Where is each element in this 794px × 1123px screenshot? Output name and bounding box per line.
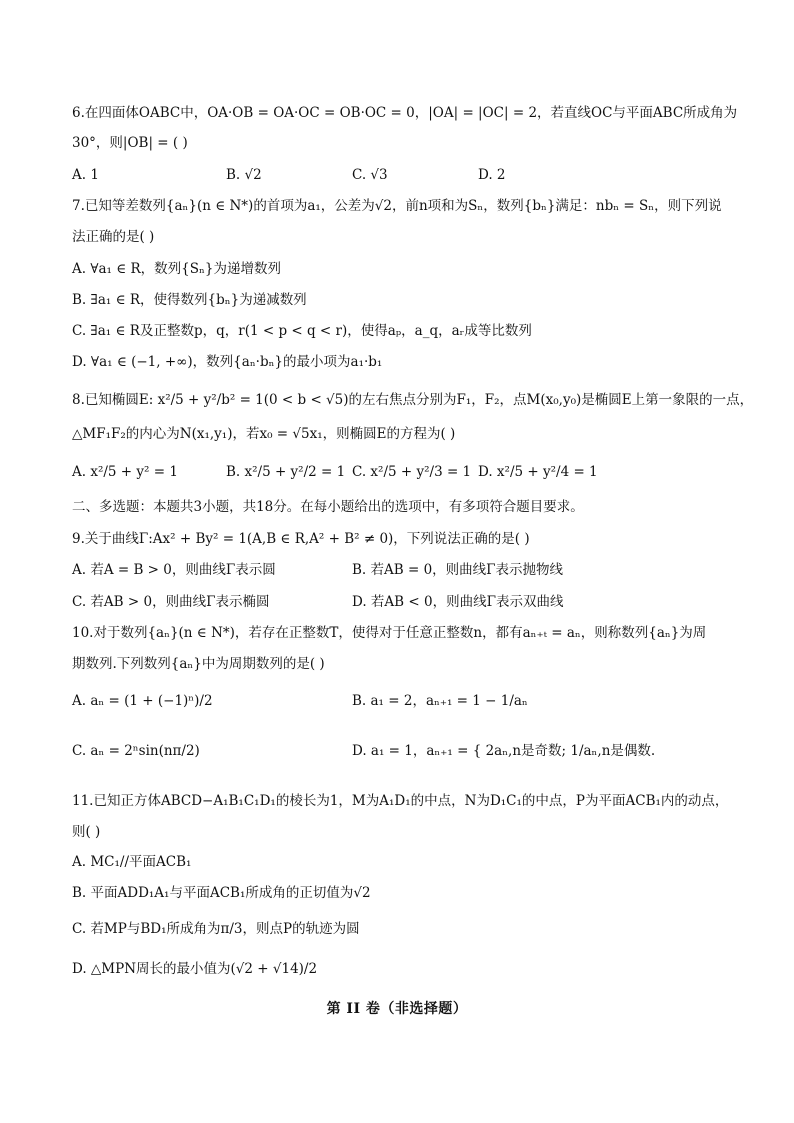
- q9-option-c: C. 若AB > 0，则曲线Γ表示椭圆: [72, 594, 270, 610]
- q11-line1: 11.已知正方体ABCD−A₁B₁C₁D₁的棱长为1，M为A₁D₁的中点，N为D₁C₁的中点，P为平面ACB₁内的动点，: [72, 793, 729, 809]
- q6-option-a: A. 1: [72, 167, 99, 183]
- q11-option-a: A. MC₁//平面ACB₁: [72, 854, 192, 870]
- q7-line2: 法正确的是( ): [72, 229, 155, 245]
- q7-option-b: B. ∃a₁ ∈ R，使得数列{bₙ}为递减数列: [72, 292, 307, 308]
- q8-line1: 8.已知椭圆E: x²/5 + y²/b² = 1(0 < b < √5)的左右焦点分别为F₁，F₂，点M(x₀,y₀)是椭圆E上第一象限的一点，: [72, 392, 754, 408]
- q8-option-c: C. x²/5 + y²/3 = 1: [352, 464, 472, 480]
- q7-option-c: C. ∃a₁ ∈ R及正整数p，q，r(1 < p < q < r)，使得aₚ，a_q，aᵣ成等比数列: [72, 323, 532, 339]
- section-2-heading: 二、多选题：本题共3小题，共18分。在每小题给出的选项中，有多项符合题目要求。: [72, 499, 584, 515]
- q9-option-d: D. 若AB < 0，则曲线Γ表示双曲线: [352, 594, 564, 610]
- q8-option-d: D. x²/5 + y²/4 = 1: [478, 464, 598, 480]
- q11-option-d: D. △MPN周长的最小值为(√2 + √14)/2: [72, 961, 318, 977]
- q11-option-b: B. 平面ADD₁A₁与平面ACB₁所成角的正切值为√2: [72, 885, 371, 901]
- q6-option-c: C. √3: [352, 167, 388, 183]
- q10-option-d: D. a₁ = 1，aₙ₊₁ = { 2aₙ,n是奇数; 1/aₙ,n是偶数.: [352, 743, 656, 759]
- q7-line1: 7.已知等差数列{aₙ}(n ∈ N*)的首项为a₁，公差为√2，前n项和为Sₙ，数列{bₙ}满足：nbₙ = Sₙ，则下列说: [72, 198, 722, 214]
- q10-option-b: B. a₁ = 2，aₙ₊₁ = 1 − 1/aₙ: [352, 693, 528, 709]
- q9-line1: 9.关于曲线Γ:Ax² + By² = 1(A,B ∈ R,A² + B² ≠ 0)，下列说法正确的是( ): [72, 531, 530, 547]
- q7-option-d: D. ∀a₁ ∈ (−1, +∞)，数列{aₙ·bₙ}的最小项为a₁·b₁: [72, 354, 383, 370]
- q9-option-a: A. 若A = B > 0，则曲线Γ表示圆: [72, 562, 276, 578]
- q8-line2: △MF₁F₂的内心为N(x₁,y₁)，若x₀ = √5x₁，则椭圆E的方程为( ): [72, 426, 456, 442]
- q10-line1: 10.对于数列{aₙ}(n ∈ N*)，若存在正整数T，使得对于任意正整数n，都有aₙ₊ₜ = aₙ，则称数列{aₙ}为周: [72, 625, 707, 641]
- q10-line2: 期数列.下列数列{aₙ}中为周期数列的是( ): [72, 656, 325, 672]
- q6-line2: 30°，则|OB| = ( ): [72, 135, 188, 151]
- part-2-title: 第 II 卷（非选择题）: [326, 1001, 468, 1017]
- q9-option-b: B. 若AB = 0，则曲线Γ表示抛物线: [352, 562, 564, 578]
- q11-line2: 则( ): [72, 824, 101, 840]
- q6-option-d: D. 2: [478, 167, 506, 183]
- q7-option-a: A. ∀a₁ ∈ R，数列{Sₙ}为递增数列: [72, 261, 281, 277]
- q8-option-a: A. x²/5 + y² = 1: [72, 464, 178, 480]
- q6-option-b: B. √2: [226, 167, 262, 183]
- q8-option-b: B. x²/5 + y²/2 = 1: [226, 464, 346, 480]
- q10-option-c: C. aₙ = 2ⁿsin(nπ/2): [72, 743, 200, 759]
- q10-option-a: A. aₙ = (1 + (−1)ⁿ)/2: [72, 693, 213, 709]
- q6-line1: 6.在四面体OABC中，OA·OB = OA·OC = OB·OC = 0，|OA| = |OC| = 2，若直线OC与平面ABC所成角为: [72, 105, 738, 121]
- q11-option-c: C. 若MP与BD₁所成角为π/3，则点P的轨迹为圆: [72, 921, 360, 937]
